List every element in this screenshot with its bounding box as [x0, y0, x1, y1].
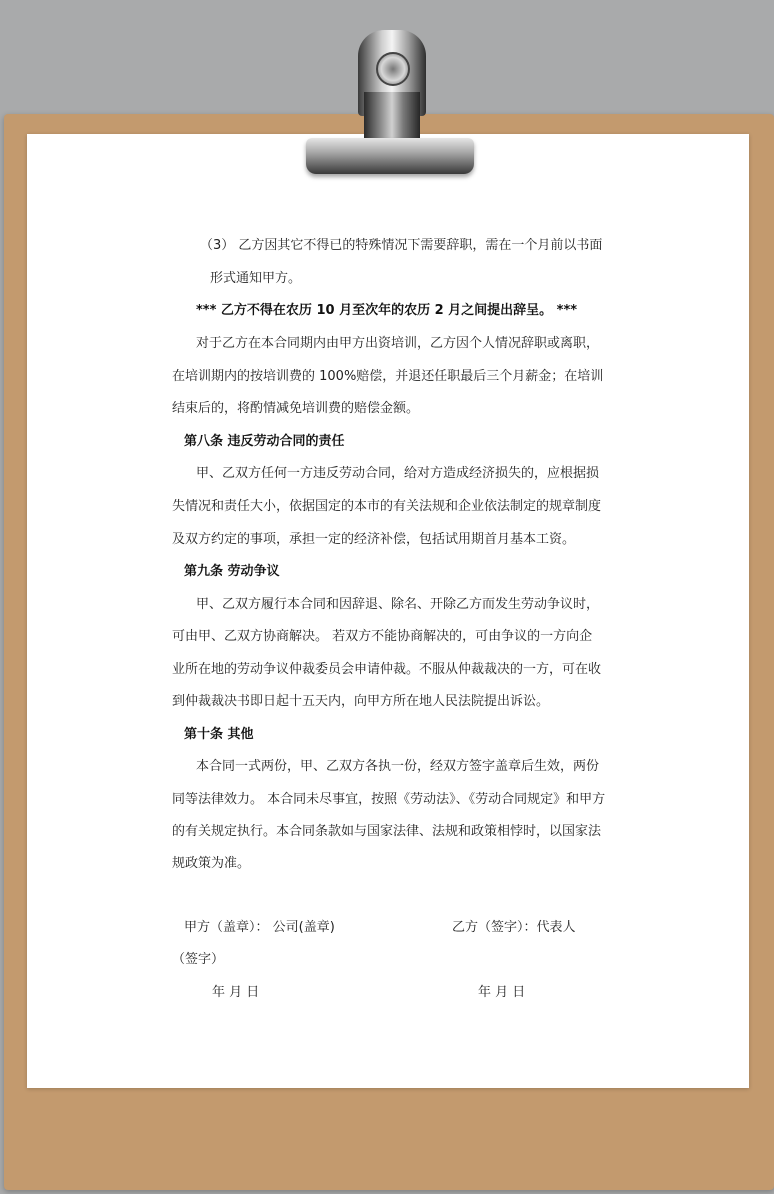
document-line: 对于乙方在本合同期内由甲方出资培训，乙方因个人情况辞职或离职，	[196, 336, 600, 351]
section-heading: 第八条 违反劳动合同的责任	[184, 434, 345, 449]
document-line: 年 月 日	[212, 985, 260, 1000]
document-line: 在培训期内的按培训费的 100%赔偿，并退还任职最后三个月薪金；在培训	[172, 369, 604, 384]
document-line: （签字）	[172, 952, 225, 967]
document-line: 甲、乙双方任何一方违反劳动合同，给对方造成经济损失的，应根据损	[196, 466, 600, 481]
section-heading: 第九条 劳动争议	[184, 564, 280, 579]
document-line: 到仲裁裁决书即日起十五天内，向甲方所在地人民法院提出诉讼。	[172, 694, 550, 709]
document-line: 年 月 日	[478, 985, 526, 1000]
document-line: 的有关规定执行。本合同条款如与国家法律、法规和政策相悖时，以国家法	[172, 824, 602, 839]
document-line: 形式通知甲方。	[210, 271, 302, 286]
document-line: （3） 乙方因其它不得已的特殊情况下需要辞职，需在一个月前以书面	[200, 238, 603, 253]
document-line: 甲方（盖章）： 公司(盖章)	[184, 920, 335, 935]
section-heading: *** 乙方不得在农历 10 月至次年的农历 2 月之间提出辞呈。 ***	[196, 303, 578, 318]
document-line: 本合同一式两份，甲、乙双方各执一份，经双方签字盖章后生效，两份	[196, 759, 600, 774]
document-line: 失情况和责任大小，依据国定的本市的有关法规和企业依法制定的规章制度	[172, 499, 602, 514]
document-line: 可由甲、乙双方协商解决。 若双方不能协商解决的，可由争议的一方向企	[172, 629, 593, 644]
document-line: 业所在地的劳动争议仲裁委员会申请仲裁。不服从仲裁裁决的一方，可在收	[172, 662, 602, 677]
document-line: 及双方约定的事项，承担一定的经济补偿，包括试用期首月基本工资。	[172, 532, 576, 547]
document-line: 同等法律效力。 本合同未尽事宜，按照《劳动法》、《劳动合同规定》和甲方	[172, 792, 606, 807]
document-line: 乙方（签字）：代表人	[452, 920, 576, 935]
document-line: 结束后的，将酌情减免培训费的赔偿金额。	[172, 401, 420, 416]
document-line: 甲、乙双方履行本合同和因辞退、除名、开除乙方而发生劳动争议时，	[196, 597, 600, 612]
section-heading: 第十条 其他	[184, 727, 254, 742]
document-line: 规政策为准。	[172, 856, 251, 871]
